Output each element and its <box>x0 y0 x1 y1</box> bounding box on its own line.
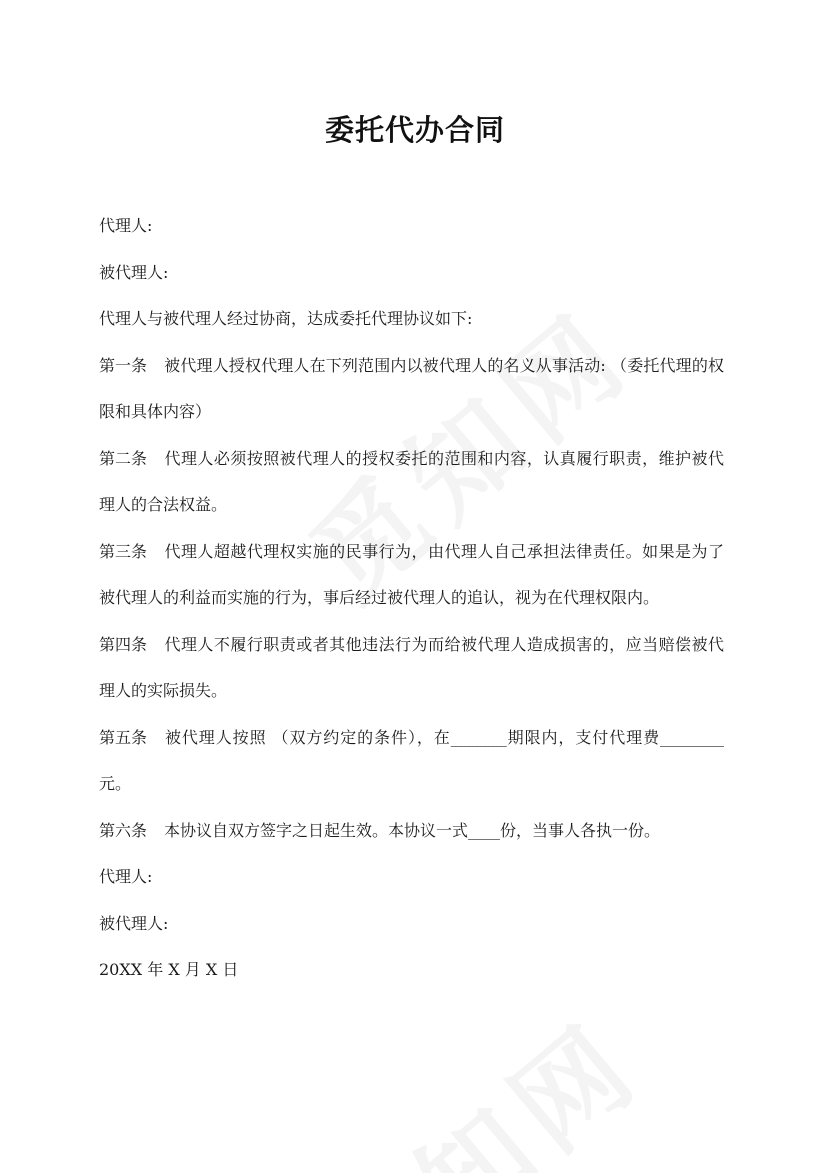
article-text: 被代理人授权代理人在下列范围内以被代理人的名义从事活动: （委托代理的权限和具体内容） <box>99 355 724 421</box>
article-number: 第一条 <box>99 355 148 375</box>
article-2 <box>99 436 724 529</box>
article-6 <box>99 808 724 855</box>
watermark <box>283 979 670 1173</box>
article-text: 被代理人按照 （双方约定的条件），在_______期限内，支付代理费________元。 <box>99 727 724 793</box>
article-text: 代理人超越代理权实施的民事行为，由代理人自己承担法律责任。如果是为了被代理人的利益而实施的行为，事后经过被代理人的追认，视为在代理权限内。 <box>99 541 724 607</box>
agent-label: 代理人: <box>99 216 153 235</box>
document-body <box>99 203 724 994</box>
document-title: 委托代办合同 <box>324 113 505 147</box>
signature-principal-label: 被代理人: <box>99 913 169 933</box>
article-number: 第六条 <box>99 820 148 840</box>
article-number: 第三条 <box>99 541 148 561</box>
article-text: 本协议自双方签字之日起生效。本协议一式____份，当事人各执一份。 <box>164 820 661 840</box>
article-number: 第四条 <box>99 634 148 654</box>
article-3 <box>99 529 724 622</box>
article-text: 代理人必须按照被代理人的授权委托的范围和内容，认真履行职责，维护被代理人的合法权益。 <box>99 448 724 514</box>
principal-label: 被代理人: <box>99 262 169 282</box>
intro-paragraph: 代理人与被代理人经过协商，达成委托代理协议如下: <box>99 309 473 328</box>
article-1 <box>99 343 724 436</box>
article-number: 第二条 <box>99 448 148 468</box>
article-text: 代理人不履行职责或者其他违法行为而给被代理人造成损害的，应当赔偿被代理人的实际损失。 <box>99 634 724 700</box>
signature-agent-label: 代理人: <box>99 867 153 886</box>
article-5 <box>99 715 724 808</box>
article-4 <box>99 622 724 715</box>
signature-date: 20XX 年 X 月 X 日 <box>99 960 239 979</box>
article-number: 第五条 <box>99 727 148 747</box>
